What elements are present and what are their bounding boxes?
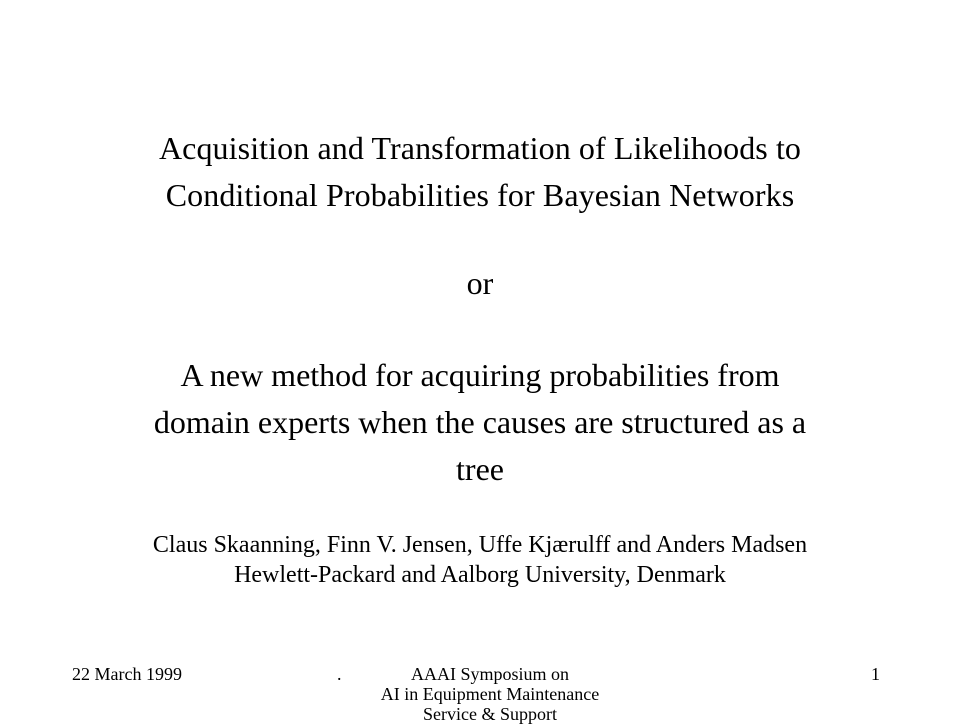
footer-event-line: AI in Equipment Maintenance (380, 684, 600, 704)
author-block (40, 530, 920, 590)
footer-event (340, 664, 640, 724)
author-names: Claus Skaanning, Finn V. Jensen, Uffe Kjærulff and Anders Madsen (152, 532, 808, 558)
alternate-title-line: A new method for acquiring probabilities from (180, 357, 780, 393)
alternate-title-line: tree (456, 451, 504, 487)
footer-event-line: AAAI Symposium on (410, 664, 569, 684)
alternate-title-line: domain experts when the causes are structured as a (153, 404, 807, 440)
title-line: Conditional Probabilities for Bayesian Networks (165, 177, 795, 213)
title-line: Acquisition and Transformation of Likelihoods to (158, 130, 802, 166)
footer-separator: . (337, 664, 342, 684)
page-number: 1 (871, 664, 880, 684)
author-affiliation: Hewlett-Packard and Aalborg University, Denmark (234, 562, 726, 588)
footer-date: 22 March 1999 (72, 664, 182, 684)
slide-title (40, 125, 920, 219)
title-connector: or (466, 265, 494, 301)
alternate-title (40, 352, 920, 493)
footer-event-line: Service & Support (423, 704, 557, 724)
